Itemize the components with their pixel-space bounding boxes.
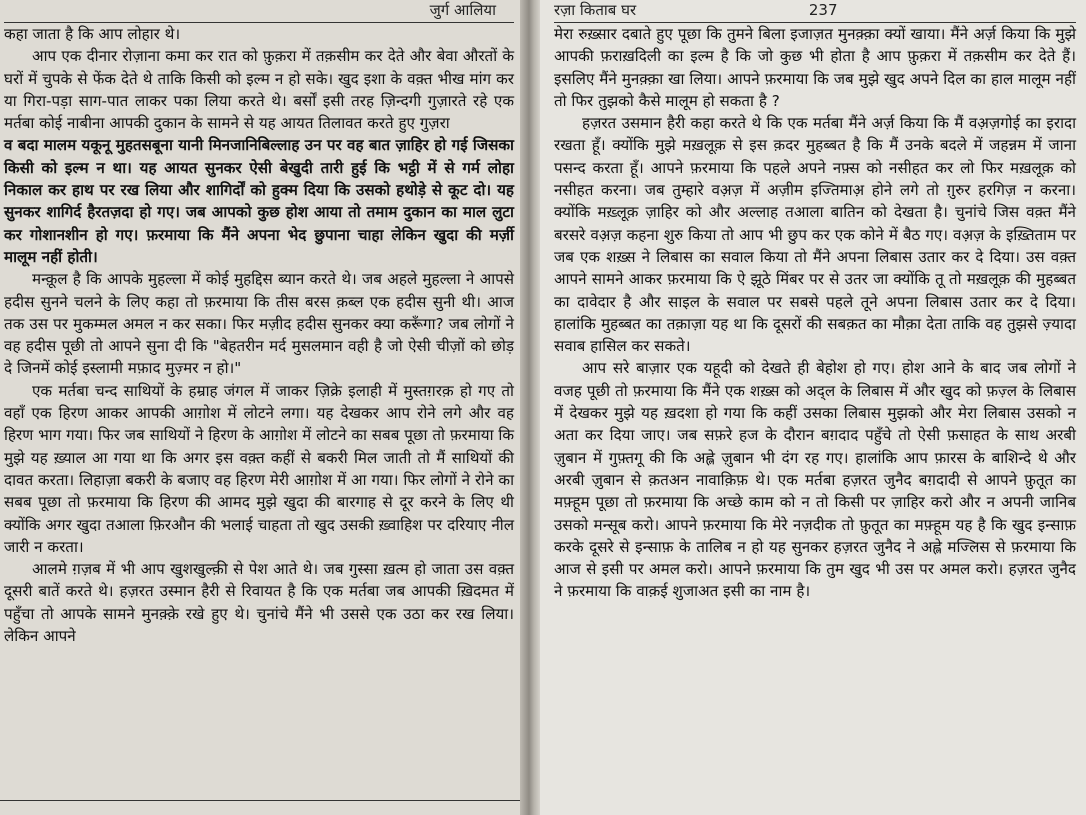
left-page [0,0,520,815]
left-paragraph: मन्क़ूल है कि आपके मुहल्ला में कोई मुहद्दिस ब्यान करते थे। जब अहले मुहल्ला ने आपसे हदीस सुनने चलने के लिए कहा तो फ़रमाया कि तीस बरस क़ब्ल एक हदीस सुनी थी। आज तक उस पर मुकम्मल अमल न कर सका। फिर मज़ीद हदीस सुनकर क्या करूँगा? जब लोगों ने वह हदीस पूछी तो आपने सुना दी कि "बेहतरीन मर्द मुसलमान वही है जो ऐसी चीज़ों को छोड़ दे जिनमें कोई इस्लामी मफ़ाद मुज़्मर न हो।" [4,270,514,378]
left-page-text [4,23,514,647]
left-paragraph: आप एक दीनार रोज़ाना कमा कर रात को फ़ुक़रा में तक़सीम कर देते और बेवा औरतों के घरों में चुपके से फेंक देते थे ताकि किसी को इल्म न हो सके। खुद इशा के वक़्त भीख मांग कर या गिरा-पड़ा साग-पात लाकर पका लिया करते थे। बर्सों इसी तरह ज़िन्दगी गुज़ारते रहे एक मर्तबा कोई नाबीना आपकी दुकान के सामने से यह आयत तिलावत करते हुए गुज़रा [4,47,514,133]
left-page-header [4,0,514,23]
right-page-text [554,23,1076,603]
left-paragraph: व बदा मालम यकूनू मुहतसबूना यानी मिनजानिबिल्लाह उन पर वह बात ज़ाहिर हो गई जिसका किसी को इल्म न था। यह आयत सुनकर ऐसी बेखुदी तारी हुई कि भट्ठी में से गर्म लोहा निकाल कर हाथ पर रख लिया और शागिर्दों को हुक्म दिया कि उसको हथोड़े से कूट दो। यह सुनकर शागिर्द हैरतज़दा हो गए। जब आपको कुछ होश आया तो तमाम दुकान का माल लुटा कर गोशानशीन हो गए। फ़रमाया कि मैंने अपना भेद छुपाना चाहा लेकिन खुदा की मर्ज़ी मालूम नहीं होती। [4,136,514,266]
right-paragraph: मेरा रुख़्सार दबाते हुए पूछा कि तुमने बिला इजाज़त मुनक़्क़ा क्यों खाया। मैंने अर्ज़ किया कि मुझे आपकी फ़राख़दिली का इल्म है कि जो कुछ भी होता है आप फ़ुक़रा में तक़सीम कर देते हैं। इसलिए मैंने मुनक़्क़ा खा लिया। आपने फ़रमाया कि जब मुझे खुद अपने दिल का हाल मालूम नहीं तो फिर तुझको कैसे मालूम हो सकता है ? [554,25,1076,110]
right-page [540,0,1086,815]
left-paragraph: एक मर्तबा चन्द साथियों के हम्राह जंगल में जाकर ज़िक्रे इलाही में मुस्तग़रक़ हो गए तो वहाँ एक हिरण आकर आपकी आग़ोश में लोटने लगा। यह देखकर आप रोने लगे और वह हिरण भाग गया। फिर जब साथियों ने हिरण के आग़ोश में लोटने का सबब पूछा तो फ़रमाया कि मुझे यह ख़्याल आ गया था कि अगर इस वक़्त कहीं से बकरी मिल जाती तो मैं साथियों की दावत करता। लिहाज़ा बकरी के बजाए वह हिरण मेरी आग़ोश में आ गया। फिर लोगों ने रोने का सबब पूछा तो फ़रमाया कि हिरण की आमद मुझे खुदा की बारगाह से दूर करने के लिए थी क्योंकि अगर खुदा तआला फ़िरऔन की भलाई चाहता तो खुद उसकी ख़्वाहिश पर दरियाए नील जारी न करता। [4,381,514,556]
right-paragraph: आप सरे बाज़ार एक यहूदी को देखते ही बेहोश हो गए। होश आने के बाद जब लोगों ने वजह पूछी तो फ़रमाया कि मैंने एक शख़्स को अद्ल के लिबास में और खुद को फ़ज़्ल के लिबास में देखकर मुझे यह ख़दशा हो गया कि कहीं उसका लिबास मुझको और मेरा लिबास उसको न अता कर दिया जाए। जब सफ़रे हज के दौरान बग़दाद पहुँचे तो ऐसी फ़साहत के साथ अरबी ज़ुबान में गुफ़्तगू की कि अह्ले ज़ुबान भी दंग रह गए। हालांकि आप फ़ारस के बाशिन्दे थे और अरबी ज़ुबान से क़तअन नावाक़िफ़ थे। एक मर्तबा हज़रत जुनैद बग़दादी से आपने फ़ुतूत का मफ़्हूम पूछा तो फ़रमाया कि अच्छे काम को न तो किसी पर ज़ाहिर करो और न अपनी जानिब उसको मन्सूब करो। आपने फ़रमाया कि मेरे नज़दीक तो फ़ुतूत का मफ़्हूम यह है कि खुद इन्साफ़ करके दूसरे से इन्साफ़ के तालिब न हो यह सुनकर हज़रत जुनैद ने अह्ले मज्लिस से फ़रमाया कि आज से इसी पर अमल करो। आपने फ़रमाया कि तुम खुद भी उस पर अमल करो। हज़रत जुनैद ने फ़रमाया कि वाक़ई शुजाअत इसी का नाम है। [554,359,1076,601]
left-paragraph: कहा जाता है कि आप लोहार थे। [4,25,181,43]
left-paragraph: आलमे ग़ज़ब में भी आप खुशखुल्क़ी से पेश आते थे। जब गुस्सा ख़त्म हो जाता उस वक़्त दूसरी बातें करते थे। हज़रत उस्मान हैरी से रिवायत है कि एक मर्तबा जब आपकी ख़िदमत में पहुँचा तो आपके सामने मुनक़्क़े रखे हुए थे। चुनांचे मैंने भी उससे एक उठा कर रख लिया। लेकिन आपने [4,560,514,646]
left-header-fragment: जुर्ग आलिया [429,1,496,19]
left-footer-rule [0,800,520,801]
right-paragraph: हज़रत उसमान हैरी कहा करते थे कि एक मर्तबा मैंने अर्ज़ किया कि मैं वअ़ज़गोई का इरादा रखता हूँ। क्योंकि मुझे मख़लूक़ से इस क़दर मुहब्बत है कि मैं उनके बदले में जहन्नम में जाना पसन्द करता हूँ। आपने फ़रमाया कि पहले अपने नफ़्स को नसीहत कर लो फिर मख़लूक़ को नसीहत करना। जब तुम्हारे वअ़ज़ में अज़ीम इज्तिमाअ़ होने लगे तो ग़ुरुर हरगिज़ न करना। क्योंकि मख़्लूक़ ज़ाहिर को और अल्लाह तआला बातिन को देखता है। चुनांचे जिस वक़्त मैंने बरसरे वअ़ज़ कहना शुरु किया तो आप भी छुप कर एक कोने में बैठ गए। वअ़ज़ के इख़्तिताम पर जब एक शख़्स ने लिबास का सवाल किया तो मैंने अपना लिबास उतार कर दे दिया। उस वक़्त आपने सामने आकर फ़रमाया कि ऐ झूठे मिंबर पर से उतर जा क्योंकि तू तो मख़लूक़ की मुहब्बत का दावेदार है और साइल के सवाल पर सबसे पहले तूने अपना लिबास उतार कर दे दिया। हालांकि मुहब्बत का तक़ाज़ा यह था कि दूसरों की सबक़त का मौक़ा देता ताकि वह तुझसे ज़्यादा सवाब हासिल कर सकते। [554,114,1076,356]
book-gutter [520,0,540,815]
publisher-name: रज़ा किताब घर [554,1,637,19]
page-number: 237 [808,1,838,19]
right-page-header [554,0,1076,23]
